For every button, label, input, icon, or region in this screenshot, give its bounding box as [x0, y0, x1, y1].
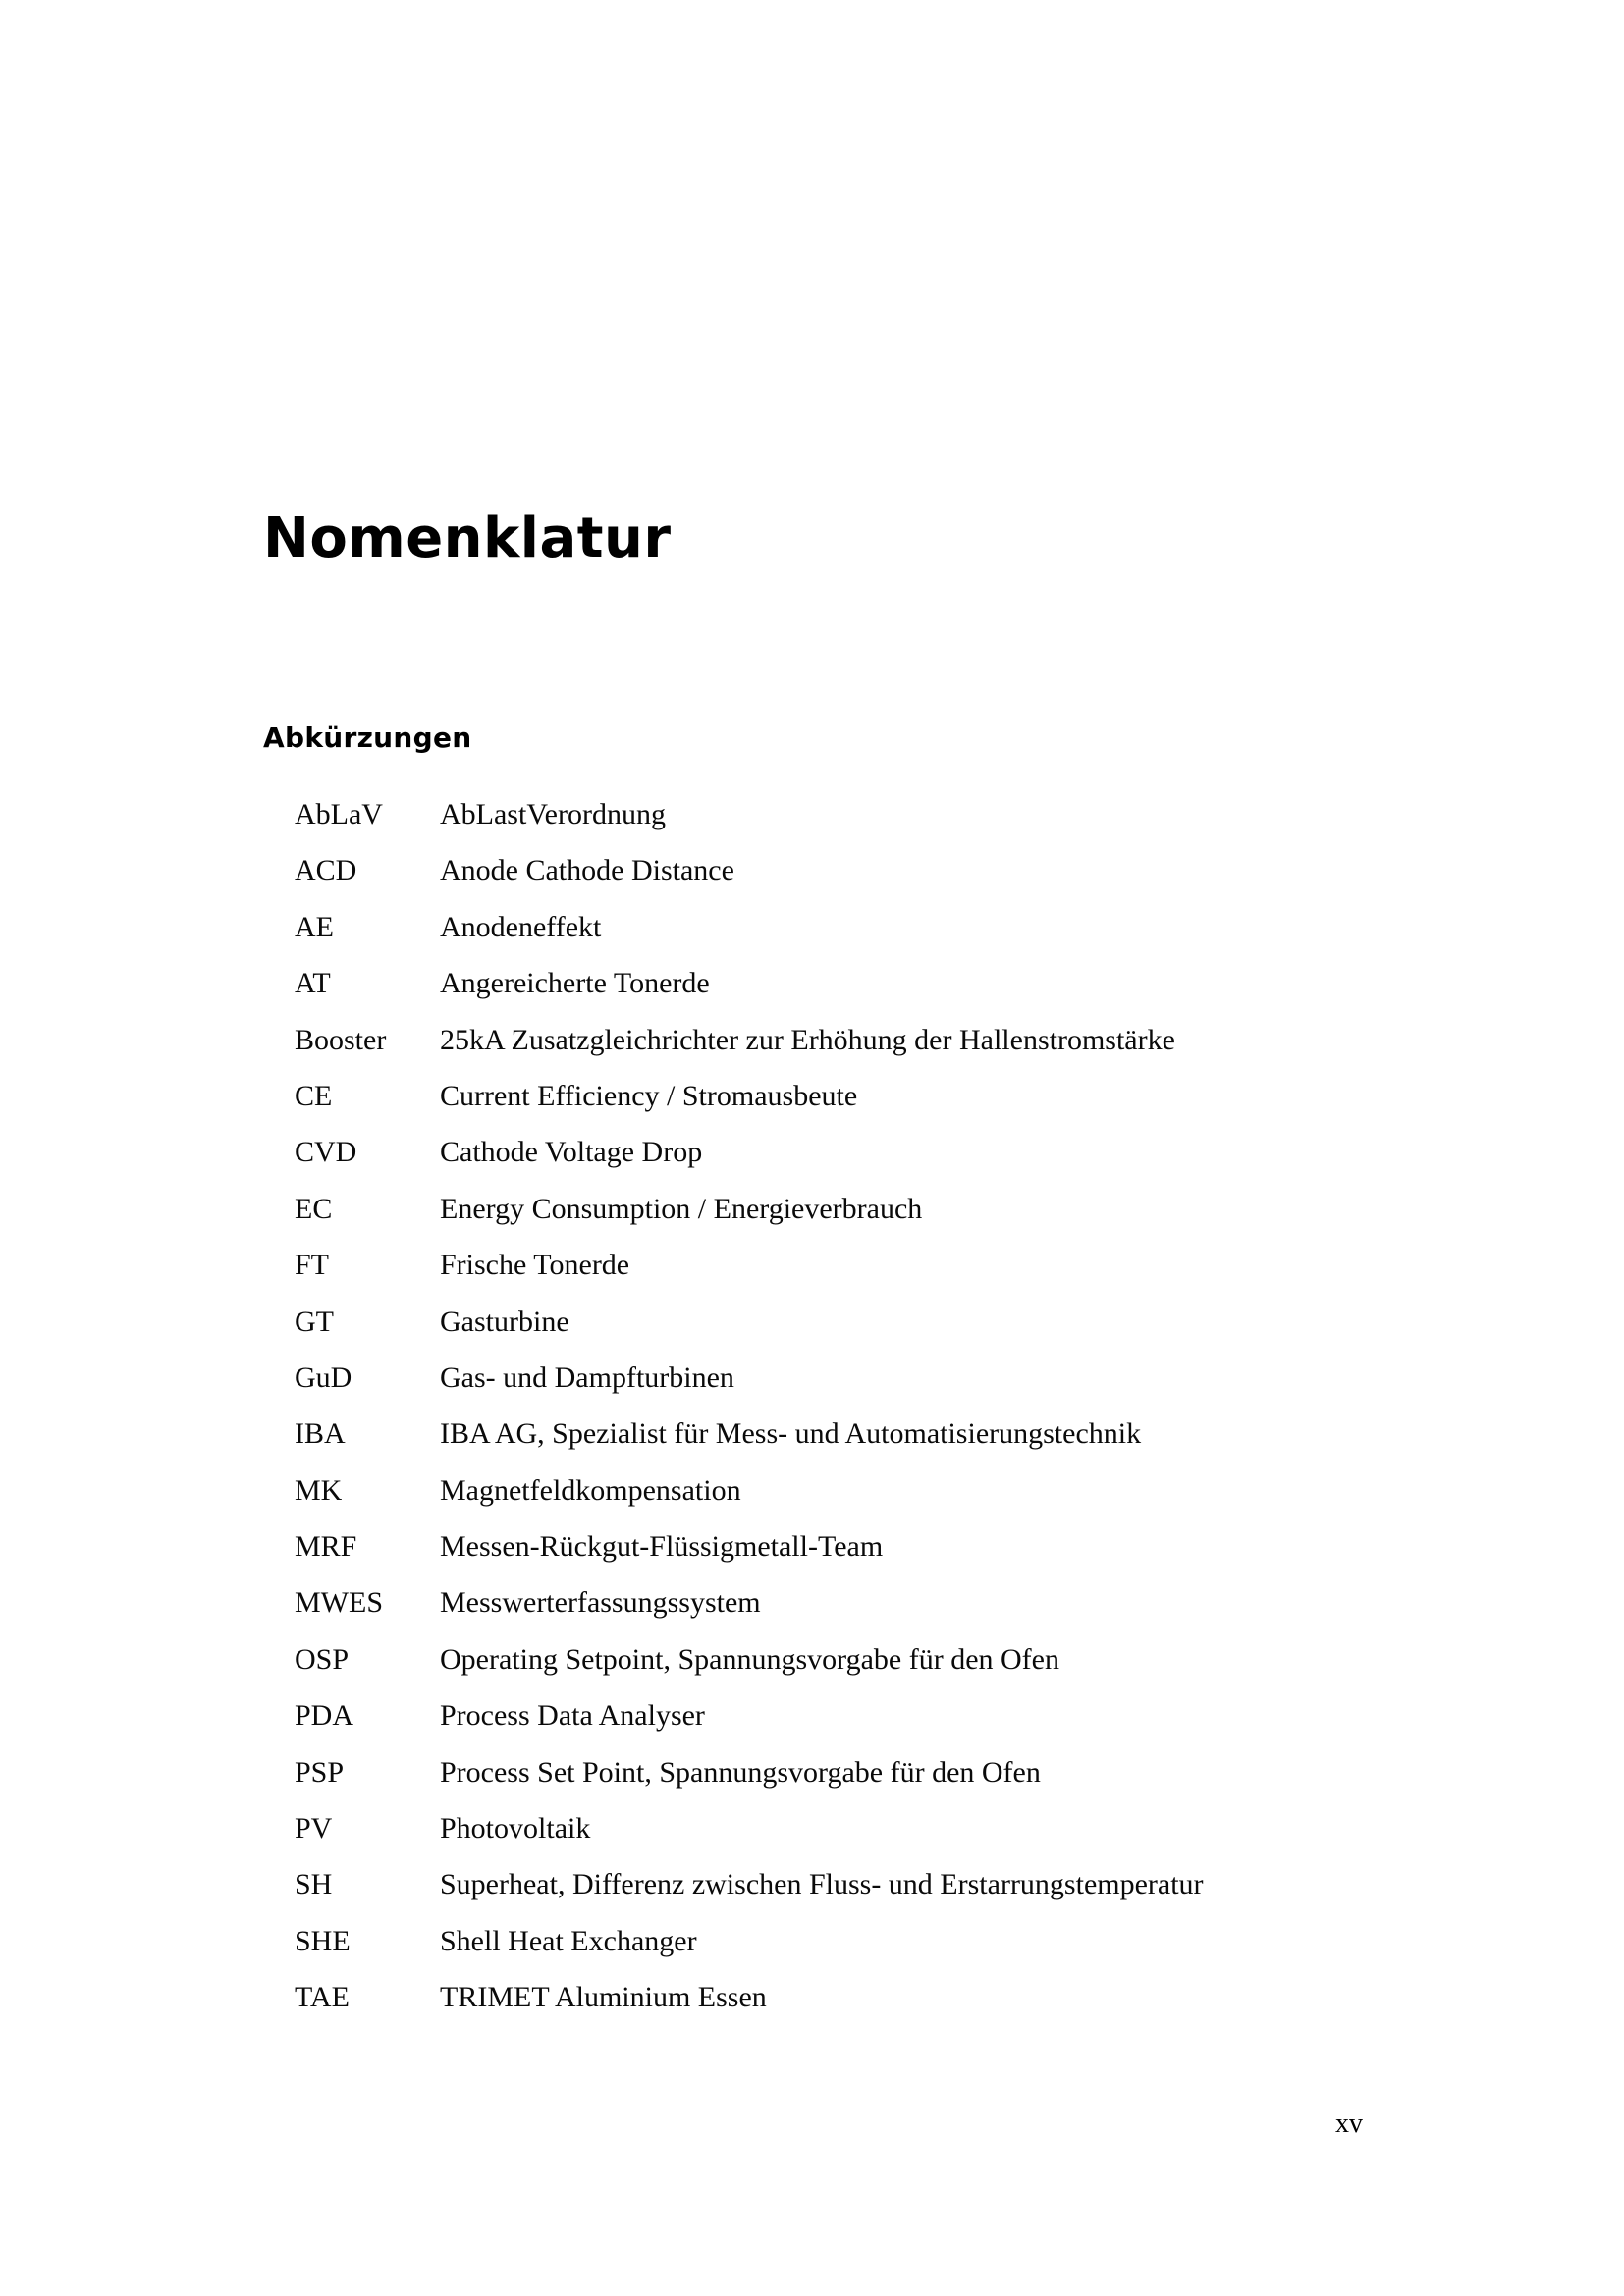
abbreviation-row — [295, 1079, 1345, 1138]
abbreviation-term: TAE — [295, 1981, 350, 2014]
abbreviation-term: Booster — [295, 1023, 387, 1056]
abbreviation-description: Superheat, Differenz zwischen Fluss- und Erstarrungstemperatur — [440, 1868, 1204, 1901]
abbreviation-description: Current Efficiency / Stromausbeute — [440, 1079, 858, 1112]
abbreviation-term: SHE — [295, 1924, 351, 1957]
abbreviation-description: Magnetfeldkompensation — [440, 1473, 741, 1507]
abbreviation-row — [295, 1305, 1345, 1363]
abbreviation-list — [295, 800, 1345, 2040]
abbreviation-term: MK — [295, 1473, 343, 1507]
abbreviation-row — [295, 1023, 1345, 1082]
abbreviation-description: TRIMET Aluminium Essen — [440, 1981, 767, 2014]
abbreviation-description: Anode Cathode Distance — [440, 854, 734, 887]
abbreviation-term: PV — [295, 1812, 333, 1845]
abbreviation-row — [295, 1588, 1345, 1644]
abbreviation-term: PDA — [295, 1699, 354, 1733]
abbreviation-term: CVD — [295, 1136, 357, 1169]
abbreviation-row — [295, 856, 1345, 912]
abbreviation-row — [295, 1755, 1345, 1814]
abbreviation-term: CE — [295, 1079, 333, 1112]
abbreviation-description: Operating Setpoint, Spannungsvorgabe für den Ofen — [440, 1642, 1059, 1676]
abbreviation-row — [295, 1983, 1345, 2039]
abbreviation-description: IBA AG, Spezialist für Mess- und Automatisierungstechnik — [440, 1417, 1142, 1451]
abbreviation-description: Frische Tonerde — [440, 1249, 630, 1282]
abbreviation-row — [295, 969, 1345, 1025]
page-title: Nomenklatur — [263, 506, 672, 570]
abbreviation-row — [295, 1814, 1345, 1870]
abbreviation-description: Anodeneffekt — [440, 910, 602, 943]
abbreviation-row — [295, 1419, 1345, 1475]
abbreviation-term: IBA — [295, 1417, 346, 1451]
abbreviation-description: Cathode Voltage Drop — [440, 1136, 703, 1169]
abbreviation-description: Photovoltaik — [440, 1812, 591, 1845]
section-heading-abbreviations: Abkürzungen — [263, 721, 472, 755]
abbreviation-term: AT — [295, 967, 331, 1000]
abbreviation-row — [295, 800, 1345, 856]
abbreviation-description: AbLastVerordnung — [440, 798, 666, 830]
abbreviation-description: Energy Consumption / Energieverbrauch — [440, 1192, 923, 1225]
abbreviation-description: Shell Heat Exchanger — [440, 1924, 697, 1957]
abbreviation-row — [295, 910, 1345, 969]
abbreviation-term: MWES — [295, 1586, 383, 1620]
abbreviation-term: MRF — [295, 1530, 357, 1564]
abbreviation-term: FT — [295, 1249, 330, 1282]
abbreviation-term: GT — [295, 1305, 334, 1338]
abbreviation-term: SH — [295, 1868, 333, 1901]
abbreviation-term: EC — [295, 1192, 333, 1225]
abbreviation-row — [295, 1138, 1345, 1194]
abbreviation-term: AbLaV — [295, 798, 383, 830]
abbreviation-row — [295, 1870, 1345, 1926]
abbreviation-description: Messwerterfassungssystem — [440, 1586, 761, 1620]
page-number: xv — [1335, 2109, 1363, 2139]
abbreviation-description: Process Data Analyser — [440, 1699, 705, 1733]
abbreviation-row — [295, 1473, 1345, 1532]
abbreviation-row — [295, 1192, 1345, 1251]
abbreviation-description: Angereicherte Tonerde — [440, 967, 710, 1000]
abbreviation-row — [295, 1924, 1345, 1983]
abbreviation-description: Gasturbine — [440, 1305, 569, 1338]
page-content — [263, 0, 1363, 2296]
abbreviation-row — [295, 1363, 1345, 1419]
abbreviation-row — [295, 1532, 1345, 1588]
abbreviation-row — [295, 1251, 1345, 1307]
abbreviation-description: Process Set Point, Spannungsvorgabe für den Ofen — [440, 1755, 1041, 1789]
abbreviation-description: 25kA Zusatzgleichrichter zur Erhöhung der Hallenstromstärke — [440, 1023, 1175, 1056]
abbreviation-description: Gas- und Dampfturbinen — [440, 1361, 734, 1394]
abbreviation-term: ACD — [295, 854, 357, 887]
abbreviation-row — [295, 1642, 1345, 1701]
abbreviation-term: AE — [295, 910, 334, 943]
abbreviation-description: Messen-Rückgut-Flüssigmetall-Team — [440, 1530, 884, 1564]
abbreviation-row — [295, 1701, 1345, 1757]
abbreviation-term: OSP — [295, 1642, 350, 1676]
abbreviation-term: GuD — [295, 1361, 352, 1394]
abbreviation-term: PSP — [295, 1755, 345, 1789]
